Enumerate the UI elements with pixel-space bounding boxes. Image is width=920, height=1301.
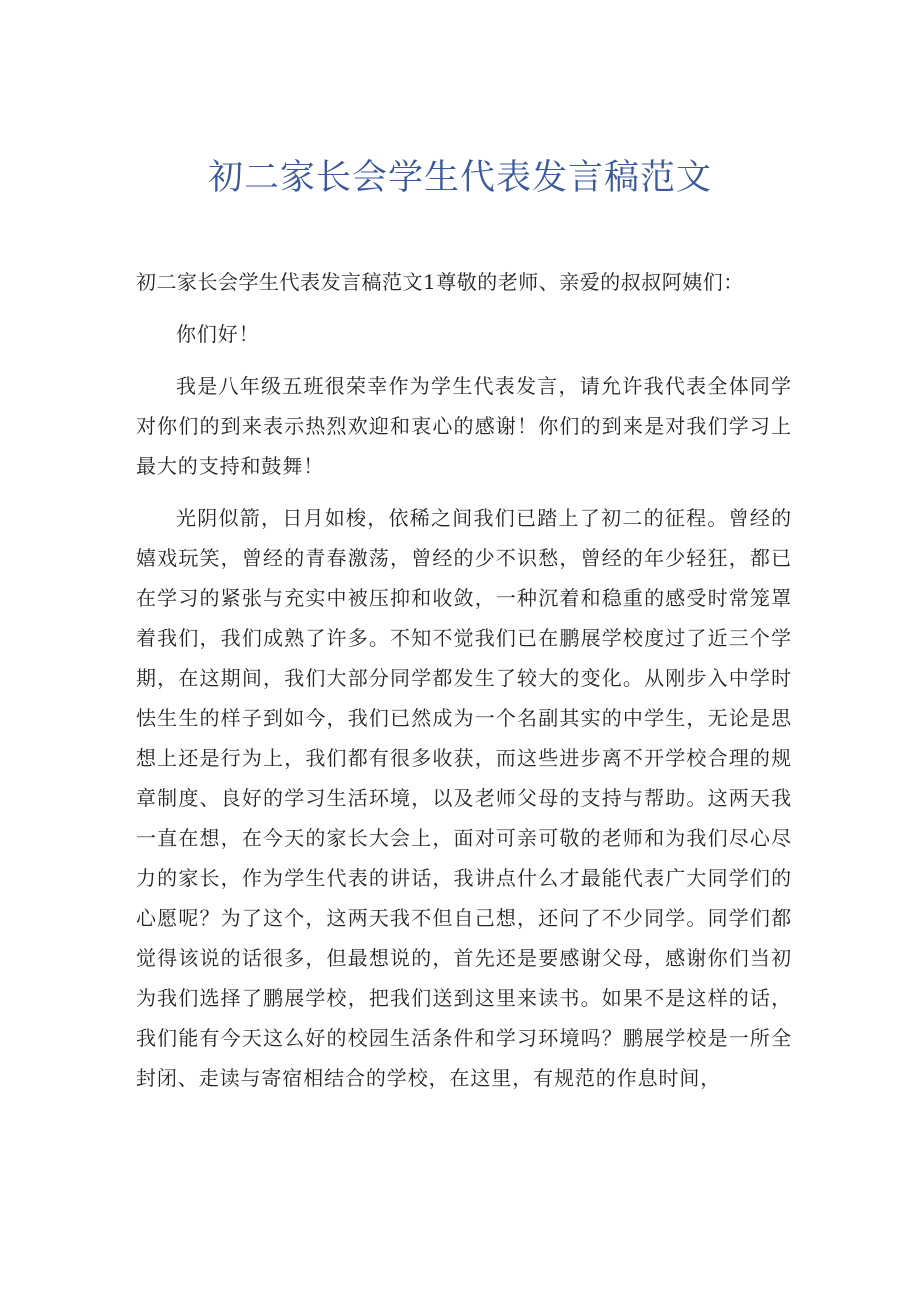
paragraph-salutation: 初二家长会学生代表发言稿范文1尊敬的老师、亲爱的叔叔阿姨们： xyxy=(136,270,744,294)
document-title: 初二家长会学生代表发言稿范文 xyxy=(207,158,712,198)
document-body xyxy=(136,262,792,1110)
paragraph-greeting: 你们好！ xyxy=(176,322,260,346)
paragraph-main: 光阴似箭，日月如梭，依稀之间我们已踏上了初二的征程。曾经的嬉戏玩笑，曾经的青春激荡，曾经的少不识愁，曾经的年少轻狂，都已在学习的紧张与充实中被压抑和收敛，一种沉着和稳重的感受时常笼罩着我们，我们成熟了许多。不知不觉我们已在鹏展学校度过了近三个学期，在这期间，我们大部分同学都发生了较大的变化。从刚步入中学时怯生生的样子到如今，我们已然成为一个名副其实的中学生，无论是思想上还是行为上，我们都有很多收获，而这些进步离不开学校合理的规章制度、良好的学习生活环境，以及老师父母的支持与帮助。这两天我一直在想，在今天的家长大会上，面对可亲可敬的老师和为我们尽心尽力的家长，作为学生代表的讲话，我讲点什么才最能代表广大同学们的心愿呢？为了这个，这两天我不但自己想，还问了不少同学。同学们都觉得该说的话很多，但最想说的，首先还是要感谢父母，感谢你们当初为我们选择了鹏展学校，把我们送到这里来读书。如果不是这样的话，我们能有今天这么好的校园生活条件和学习环境吗？鹏展学校是一所全封闭、走读与寄宿相结合的学校，在这里，有规范的作息时间， xyxy=(136,506,792,1090)
paragraph-introduction: 我是八年级五班很荣幸作为学生代表发言，请允许我代表全体同学对你们的到来表示热烈欢迎和衷心的感谢！你们的到来是对我们学习上最大的支持和鼓舞！ xyxy=(136,374,792,478)
